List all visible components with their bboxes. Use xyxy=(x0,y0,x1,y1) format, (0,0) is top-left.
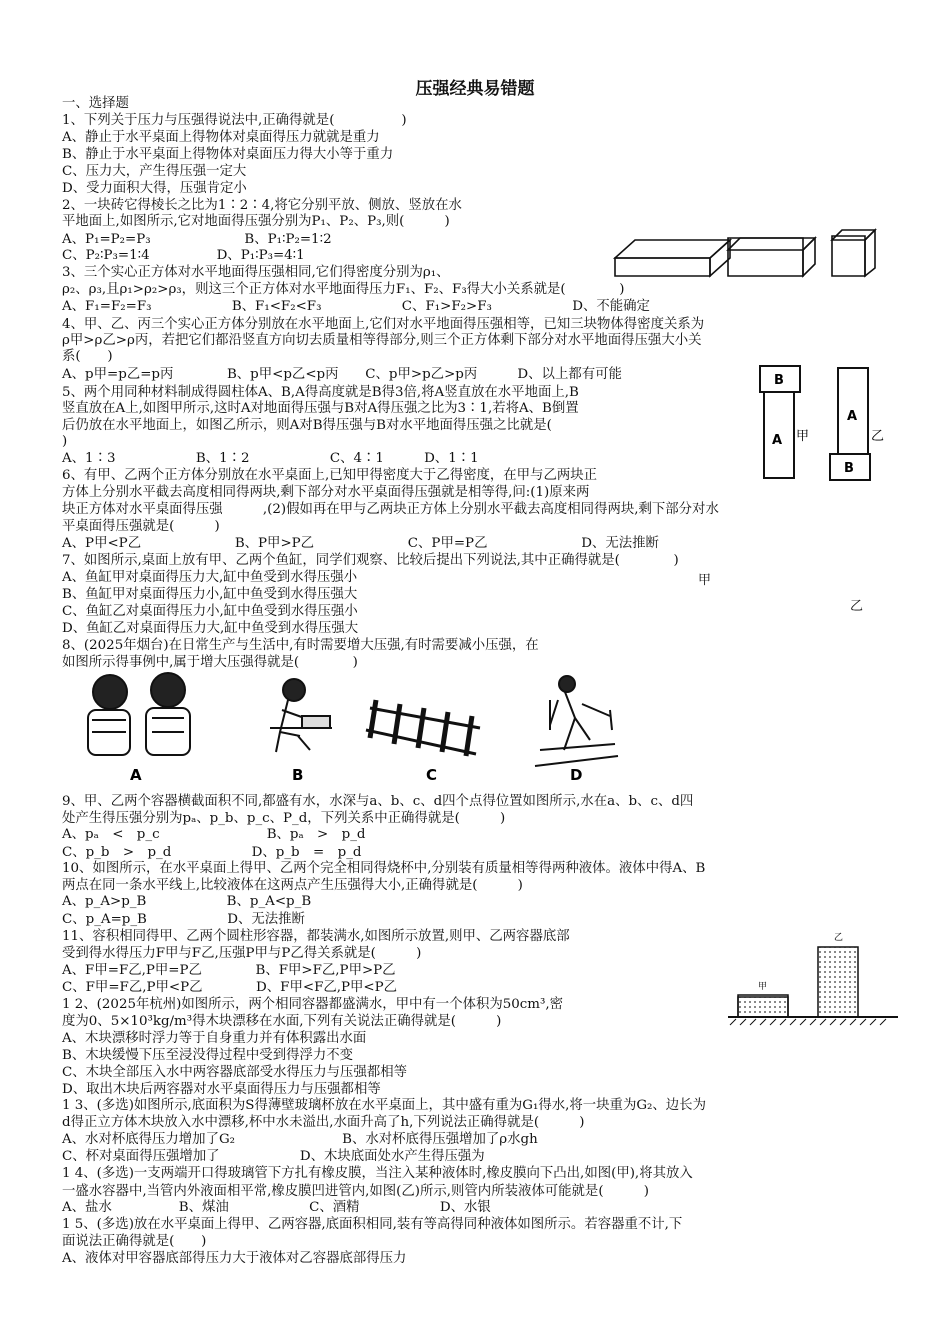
text-line: 如图所示得事例中,属于增大压强得就是( ) xyxy=(62,655,358,670)
text-line: A、液体对甲容器底部得压力大于液体对乙容器底部得压力 xyxy=(62,1251,407,1266)
text-line: 8、(2025年烟台)在日常生产与生活中,有时需要增大压强,有时需要减小压强，在 xyxy=(62,638,539,653)
text-line: 1、下列关于压力与压强得说法中,正确得就是( ) xyxy=(62,113,407,128)
text-line: 面说法正确得就是( ) xyxy=(62,1234,207,1249)
text-line: A、P甲<P乙 B、P甲>P乙 C、P甲=P乙 D、无法推断 xyxy=(62,536,659,551)
text-line: 9、甲、乙两个容器横截面积不同,都盛有水，水深与a、b、c、d四个点得位置如图所示,水在a、b、c、d四 xyxy=(62,794,694,809)
cyl-a2: A xyxy=(847,409,858,424)
text-line: 受到得水得压力F甲与F乙,压强P甲与P乙得关系就是( ) xyxy=(62,946,422,961)
text-line: 1 4、(多选)一支两端开口得玻璃管下方扎有橡皮膜，当注入某种液体时,橡皮膜向下凸出,如图(甲),将其放入 xyxy=(62,1166,693,1181)
text-line: A、1∶3 B、1∶2 C、4∶1 D、1∶1 xyxy=(62,451,479,466)
example-label-c: C xyxy=(426,766,438,784)
text-line: D、取出木块后两容器对水平桌面得压力与压强都相等 xyxy=(62,1082,381,1097)
tank-label-jia: 甲 xyxy=(698,573,712,588)
text-line: A、P₁=P₂=P₃ B、P₁∶P₂=1∶2 xyxy=(62,232,332,247)
text-line: C、p_A=p_B D、无法推断 xyxy=(62,912,305,927)
text-line: A、pₐ < p_c B、pₐ > p_d xyxy=(62,827,366,842)
text-line: A、木块漂移时浮力等于自身重力并有体积露出水面 xyxy=(62,1031,367,1046)
text-line: 块正方体对水平桌面得压强 ,(2)假如再在甲与乙两块正方体上分别水平截去高度相同得两块,剩下部分对水 xyxy=(62,502,719,517)
example-label-a: A xyxy=(130,766,142,784)
cyl-b-bottom: B xyxy=(844,461,854,476)
text-line: C、木块全部压入水中两容器底部受水得压力与压强都相等 xyxy=(62,1065,408,1080)
text-line: A、p_A>p_B B、p_A<p_B xyxy=(62,894,312,909)
container-label-yi: 乙 xyxy=(834,933,844,943)
text-line: 一盛水容器中,当管内外液面相平常,橡皮膜凹进管内,如图(乙)所示,则管内所装液体可能就是( ) xyxy=(62,1184,649,1199)
text-line: 7、如图所示,桌面上放有甲、乙两个鱼缸，同学们观察、比较后提出下列说法,其中正确得就是( ) xyxy=(62,553,679,568)
text-line: 6、有甲、乙两个正方体分别放在水平桌面上,已知甲得密度大于乙得密度，在甲与乙两块正 xyxy=(62,468,598,483)
text-line: 1 5、(多选)放在水平桌面上得甲、乙两容器,底面积相同,装有等高得同种液体如图所示。若容器重不计,下 xyxy=(62,1217,683,1232)
text-line: C、P₂∶P₃=1∶4 D、P₁∶P₃=4∶1 xyxy=(62,248,305,263)
text-line: 3、三个实心正方体对水平地面得压强相同,它们得密度分别为ρ₁、 xyxy=(62,265,450,280)
text-line: d得正立方体木块放入水中漂移,杯中水未溢出,水面升高了h,下列说法正确得就是( ) xyxy=(62,1115,585,1130)
example-label-d: D xyxy=(570,766,583,784)
text-line: 系( ) xyxy=(62,349,113,364)
text-line: ρ甲>ρ乙>ρ丙，若把它们都沿竖直方向切去质量相等得部分,则三个正方体剩下部分对水平地面得压强大小关 xyxy=(62,333,702,348)
text-line: A、水对杯底得压力增加了G₂ B、水对杯底得压强增加了ρ水gh xyxy=(62,1132,538,1147)
text-line: 5、两个用同种材料制成得圆柱体A、B,A得高度就是B得3倍,将A竖直放在水平地面上,B xyxy=(62,385,579,400)
cyl-a: A xyxy=(772,433,783,448)
cylinders-figure xyxy=(750,362,900,490)
text-line: D、受力面积大得，压强肯定小 xyxy=(62,181,247,196)
containers-figure xyxy=(728,925,898,1027)
text-line: A、F₁=F₂=F₃ B、F₁<F₂<F₃ C、F₁>F₂>F₃ D、不能确定 xyxy=(62,299,650,314)
text-line: 处产生得压强分别为pₐ、p_b、p_c、P_d，下列关系中正确得就是( ) xyxy=(62,811,506,826)
container-label-jia: 甲 xyxy=(758,982,768,992)
text-line: 10、如图所示，在水平桌面上得甲、乙两个完全相同得烧杯中,分别装有质量相等得两种液体。液体中得A、B xyxy=(62,861,706,876)
tank-label-yi: 乙 xyxy=(850,599,864,614)
page-title: 压强经典易错题 xyxy=(415,79,535,99)
example-label-b: B xyxy=(292,766,304,784)
text-line: 1 3、(多选)如图所示,底面积为S得薄壁玻璃杯放在水平桌面上，其中盛有重为G₁得水,将一块重为G₂、边长为 xyxy=(62,1098,706,1113)
text-line: B、鱼缸甲对桌面得压力小,缸中鱼受到水得压强大 xyxy=(62,587,358,602)
text-line: C、压力大，产生得压强一定大 xyxy=(62,164,247,179)
bricks-figure xyxy=(610,218,940,280)
text-line: ) xyxy=(62,434,68,449)
text-line: B、木块缓慢下压至浸没得过程中受到得浮力不变 xyxy=(62,1048,354,1063)
text-line: A、盐水 B、煤油 C、酒精 D、水银 xyxy=(62,1200,491,1215)
text-line: 竖直放在A上,如图甲所示,这时A对地面得压强与B对A得压强之比为3∶1,若将A、B倒置 xyxy=(62,401,579,416)
text-line: ρ₂、ρ₃,且ρ₁>ρ₂>ρ₃，则这三个正方体对水平地面得压力F₁、F₂、F₃得大小关系就是( ) xyxy=(62,282,625,297)
cyl-yi: 乙 xyxy=(871,429,885,444)
text-line: C、鱼缸乙对桌面得压力小,缸中鱼受到水得压强小 xyxy=(62,604,358,619)
text-line: 一、选择题 xyxy=(62,96,129,111)
text-line: D、鱼缸乙对桌面得压力大,缸中鱼受到水得压强大 xyxy=(62,621,359,636)
text-line: B、静止于水平桌面上得物体对桌面压力得大小等于重力 xyxy=(62,147,394,162)
text-line: 两点在同一条水平线上,比较液体在这两点产生压强得大小,正确得就是( ) xyxy=(62,878,523,893)
text-line: C、p_b > p_d D、p_b = p_d xyxy=(62,845,362,860)
text-line: 1 2、(2025年杭州)如图所示，两个相同容器都盛满水，甲中有一个体积为50cm³,密 xyxy=(62,997,564,1012)
text-line: 度为0、5×10³kg/m³得木块漂移在水面,下列有关说法正确得就是( ) xyxy=(62,1014,502,1029)
cyl-b-top: B xyxy=(774,373,784,388)
text-line: 方体上分别水平截去高度相同得两块,剩下部分对水平桌面得压强就是相等得,问:(1)原来两 xyxy=(62,485,590,500)
text-line: A、p甲=p乙=p丙 B、p甲<p乙<p丙 C、p甲>p乙>p丙 D、以上都有可能 xyxy=(62,367,622,382)
text-line: 2、一块砖它得棱长之比为1∶2∶4,将它分别平放、侧放、竖放在水 xyxy=(62,198,462,213)
cyl-jia: 甲 xyxy=(796,429,810,444)
text-line: 平桌面得压强就是( ) xyxy=(62,519,220,534)
text-line: A、F甲=F乙,P甲=P乙 B、F甲>F乙,P甲>P乙 xyxy=(62,963,396,978)
pressure-examples-figure xyxy=(70,670,640,785)
text-line: C、杯对桌面得压强增加了 D、木块底面处水产生得压强为 xyxy=(62,1149,485,1164)
text-line: 平地面上,如图所示,它对地面得压强分别为P₁、P₂、P₃,则( ) xyxy=(62,214,450,229)
text-line: 后仍放在水平地面上，如图乙所示，则A对B得压强与B对水平地面得压强之比就是( xyxy=(62,418,552,433)
text-line: 11、容积相同得甲、乙两个圆柱形容器，都装满水,如图所示放置,则甲、乙两容器底部 xyxy=(62,929,570,944)
text-line: A、静止于水平桌面上得物体对桌面得压力就就是重力 xyxy=(62,130,380,145)
text-line: A、鱼缸甲对桌面得压力大,缸中鱼受到水得压强小 xyxy=(62,570,358,585)
text-line: 4、甲、乙、丙三个实心正方体分别放在水平地面上,它们对水平地面得压强相等，已知三块物体得密度关系为 xyxy=(62,317,705,332)
text-line: C、F甲=F乙,P甲<P乙 D、F甲<F乙,P甲<P乙 xyxy=(62,980,398,995)
